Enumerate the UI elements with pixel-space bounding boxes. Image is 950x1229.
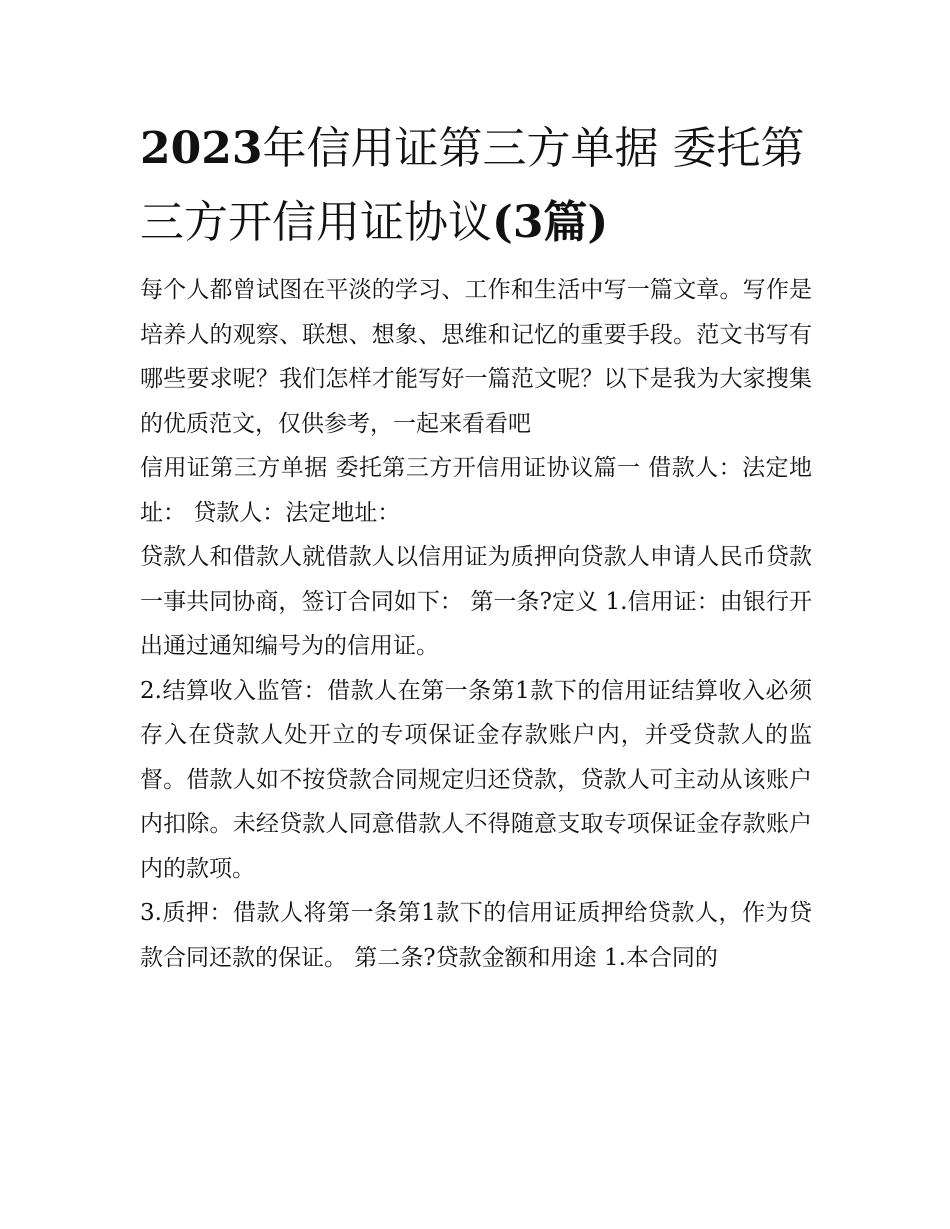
document-page bbox=[140, 112, 812, 980]
document-title bbox=[140, 112, 812, 260]
intro-paragraph: 每个人都曾试图在平淡的学习、工作和生活中写一篇文章。写作是培养人的观察、联想、想象、思维和记忆的重要手段。范文书写有哪些要求呢？我们怎样才能写好一篇范文呢？以下是我为大家搜集的优质范文，仅供参考，一起来看看吧 bbox=[140, 277, 812, 437]
section-heading-paragraph: 信用证第三方单据 委托第三方开信用证协议篇一 借款人：法定地址： 贷款人：法定地址： bbox=[140, 455, 812, 526]
title-main: 年信用证第三方单据 委托第三方开信用证协议 bbox=[140, 123, 805, 248]
agreement-paragraph: 贷款人和借款人就借款人以信用证为质押向贷款人申请人民币贷款一事共同协商，签订合同如下： 第一条?定义 1.信用证：由银行开出通过通知编号为的信用证。 bbox=[140, 544, 812, 659]
clause-2-paragraph: 2.结算收入监管：借款人在第一条第1款下的信用证结算收入必须存入在贷款人处开立的专项保证金存款账户内，并受贷款人的监督。借款人如不按贷款合同规定归还贷款，贷款人可主动从该账户内扣除。未经贷款人同意借款人不得随意支取专项保证金存款账户内的款项。 bbox=[140, 677, 812, 882]
title-count: (3篇) bbox=[492, 197, 609, 248]
title-year: 2023 bbox=[140, 123, 263, 174]
clause-3-paragraph: 3.质押：借款人将第一条第1款下的信用证质押给贷款人，作为贷款合同还款的保证。 第二条?贷款金额和用途 1.本合同的 bbox=[140, 900, 812, 971]
